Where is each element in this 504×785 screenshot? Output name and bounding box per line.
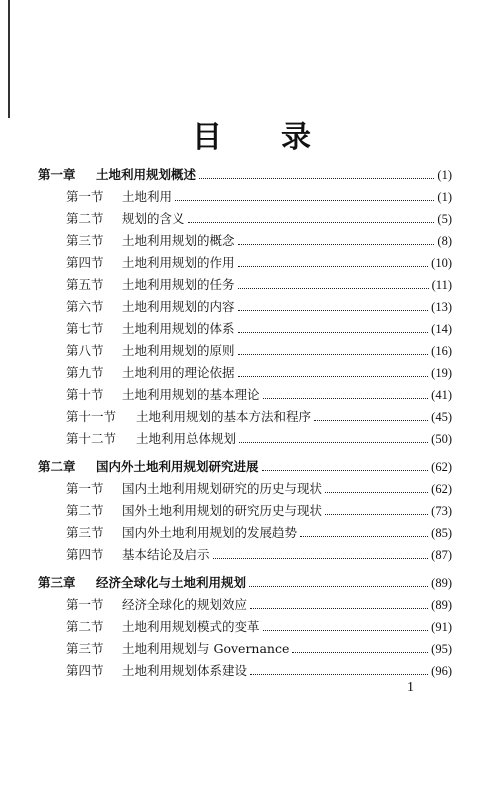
toc-leader	[250, 607, 428, 609]
toc-leader	[238, 331, 429, 333]
toc-section-1-9[interactable]	[66, 363, 452, 383]
toc-title: 经济全球化的规划效应	[122, 597, 248, 612]
toc-title: 土地利用总体规划	[136, 431, 237, 446]
toc-page: (1)	[437, 168, 452, 182]
title-char-2: 录	[281, 120, 312, 155]
toc-number: 第一节	[66, 189, 104, 204]
toc-number: 第二章	[38, 459, 76, 474]
toc-number: 第十一节	[66, 409, 117, 424]
toc-section-2-2[interactable]	[66, 501, 452, 521]
toc-page: (62)	[431, 482, 452, 496]
page-number: 1	[407, 680, 414, 695]
toc-number: 第二节	[66, 619, 104, 634]
toc-leader	[238, 353, 429, 355]
toc-leader	[175, 199, 434, 201]
toc-chapter-1[interactable]	[38, 165, 452, 185]
toc-page: (1)	[437, 190, 452, 204]
toc-leader	[325, 491, 428, 493]
toc-page: (19)	[431, 366, 452, 380]
toc-number: 第八节	[66, 343, 104, 358]
toc-page: (87)	[431, 548, 452, 562]
scan-edge-line	[8, 0, 10, 118]
toc-number: 第一节	[66, 481, 104, 496]
toc-page: (50)	[431, 432, 452, 446]
toc-title: 土地利用	[122, 189, 173, 204]
toc-leader	[314, 419, 428, 421]
title-char-1: 目	[192, 120, 223, 155]
toc-section-1-1[interactable]	[66, 187, 452, 207]
toc-section-3-1[interactable]	[66, 595, 452, 615]
toc-page: (89)	[431, 598, 452, 612]
toc-title: 基本结论及启示	[122, 547, 210, 562]
toc-leader	[300, 535, 428, 537]
toc-number: 第十节	[66, 387, 104, 402]
toc-chapter-3[interactable]	[38, 573, 452, 593]
toc-number: 第三章	[38, 575, 76, 590]
toc-page: (73)	[431, 504, 452, 518]
toc-page: (85)	[431, 526, 452, 540]
toc-section-1-2[interactable]	[66, 209, 452, 229]
toc-chapter-2[interactable]	[38, 457, 452, 477]
toc-title: 土地利用规划的基本方法和程序	[136, 409, 312, 424]
toc-section-1-5[interactable]	[66, 275, 452, 295]
toc-title: 土地利用规划的体系	[122, 321, 235, 336]
toc-section-1-11[interactable]	[66, 407, 452, 427]
toc-leader	[238, 265, 429, 267]
toc-title: 土地利用规划的作用	[122, 255, 235, 270]
toc-page: (13)	[431, 300, 452, 314]
toc-title: 土地利用规划模式的变革	[122, 619, 260, 634]
toc-page: (14)	[431, 322, 452, 336]
toc-section-3-2[interactable]	[66, 617, 452, 637]
toc-title: 国内外土地利用规划的发展趋势	[122, 525, 298, 540]
toc-section-1-4[interactable]	[66, 253, 452, 273]
toc-leader	[238, 287, 429, 289]
toc-number: 第十二节	[66, 431, 117, 446]
toc-page: (89)	[431, 576, 452, 590]
toc-number: 第四节	[66, 255, 104, 270]
toc-title: 土地利用规划的基本理论	[122, 387, 260, 402]
toc-section-2-1[interactable]	[66, 479, 452, 499]
toc-number: 第五节	[66, 277, 104, 292]
toc-leader	[250, 673, 428, 675]
toc-leader	[325, 513, 428, 515]
toc-title: 土地利用规划的内容	[122, 299, 235, 314]
page-title	[0, 112, 504, 156]
toc-leader	[188, 221, 435, 223]
toc-leader	[238, 375, 429, 377]
toc-title: 土地利用规划的任务	[122, 277, 235, 292]
toc-number: 第二节	[66, 503, 104, 518]
toc-number: 第四节	[66, 547, 104, 562]
toc-number: 第一节	[66, 597, 104, 612]
toc-section-1-3[interactable]	[66, 231, 452, 251]
toc-title: 土地利用规划的概念	[122, 233, 235, 248]
toc-leader	[238, 309, 429, 311]
toc-page: (45)	[431, 410, 452, 424]
toc-number: 第二节	[66, 211, 104, 226]
toc-number: 第四节	[66, 663, 104, 678]
toc-leader	[262, 469, 429, 471]
toc-title: 规划的含义	[122, 211, 185, 226]
toc-number: 第三节	[66, 233, 104, 248]
toc-number: 第一章	[38, 167, 76, 182]
toc-leader	[292, 651, 428, 653]
toc-title: 土地利用规划的原则	[122, 343, 235, 358]
toc-leader	[199, 177, 434, 179]
toc-page: (5)	[437, 212, 452, 226]
toc-section-1-7[interactable]	[66, 319, 452, 339]
toc-title: 土地利用规划与 Governance	[122, 641, 290, 656]
toc-title: 国内外土地利用规划研究进展	[96, 459, 259, 474]
toc-page: (96)	[431, 664, 452, 678]
toc-section-2-4[interactable]	[66, 545, 452, 565]
toc-page: (10)	[431, 256, 452, 270]
toc-title: 土地利用规划体系建设	[122, 663, 248, 678]
toc-leader	[213, 557, 429, 559]
toc-title: 经济全球化与土地利用规划	[96, 575, 247, 590]
toc-page: (62)	[431, 460, 452, 474]
toc-leader	[238, 243, 435, 245]
toc-section-1-10[interactable]	[66, 385, 452, 405]
toc-section-1-6[interactable]	[66, 297, 452, 317]
toc-page: (41)	[431, 388, 452, 402]
toc-page: (8)	[437, 234, 452, 248]
toc-leader	[263, 397, 429, 399]
toc-title: 国外土地利用规划的研究历史与现状	[122, 503, 323, 518]
toc-title: 国内土地利用规划研究的历史与现状	[122, 481, 323, 496]
toc-leader	[263, 629, 429, 631]
toc-number: 第三节	[66, 525, 104, 540]
toc-section-2-3[interactable]	[66, 523, 452, 543]
toc-section-1-12[interactable]	[66, 429, 452, 449]
toc-section-1-8[interactable]	[66, 341, 452, 361]
toc-number: 第七节	[66, 321, 104, 336]
toc-section-3-3[interactable]	[66, 639, 452, 659]
toc-page: (95)	[431, 642, 452, 656]
toc-page: (16)	[431, 344, 452, 358]
toc-leader	[239, 441, 428, 443]
toc-section-3-4[interactable]	[66, 661, 452, 681]
toc-title: 土地利用规划概述	[96, 167, 197, 182]
toc-number: 第九节	[66, 365, 104, 380]
toc-number: 第三节	[66, 641, 104, 656]
toc-page: (11)	[431, 278, 452, 292]
toc-title: 土地利用的理论依据	[122, 365, 235, 380]
toc-page: (91)	[431, 620, 452, 634]
toc-leader	[249, 585, 428, 587]
toc-number: 第六节	[66, 299, 104, 314]
